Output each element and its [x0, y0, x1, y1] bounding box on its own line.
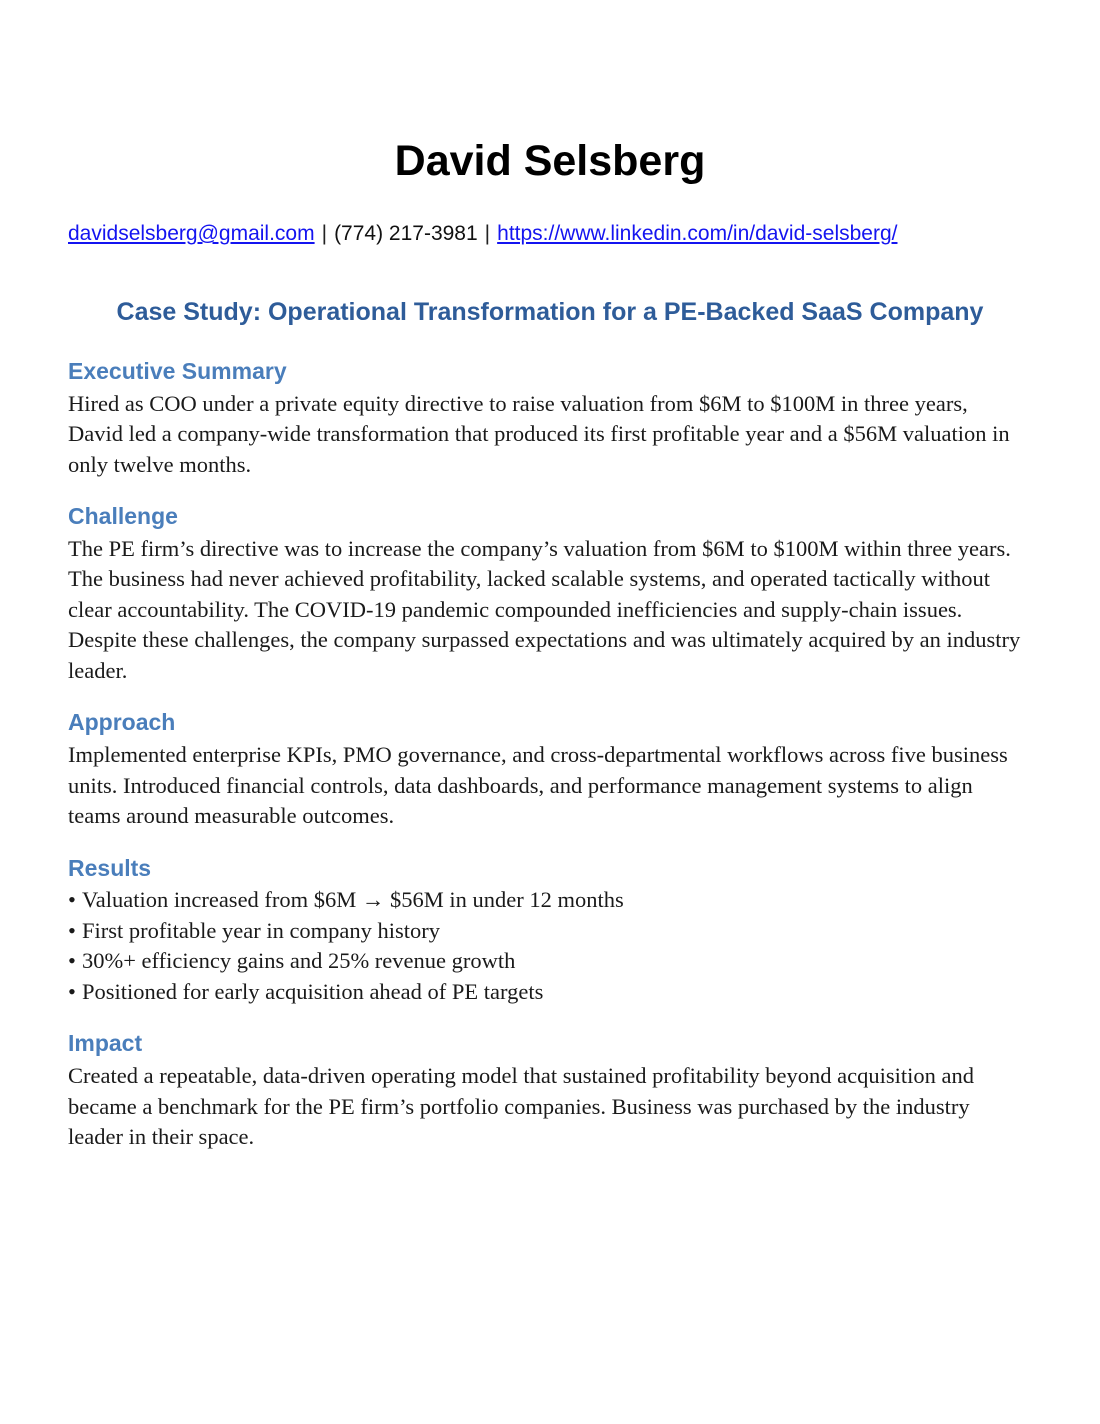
section-heading-results: Results — [68, 854, 152, 881]
phone-number: (774) 217-3981 — [334, 222, 478, 245]
bullet-dot-icon: • — [68, 887, 76, 913]
bullet-dot-icon: • — [68, 978, 76, 1004]
section-heading-impact: Impact — [68, 1030, 143, 1057]
linkedin-link[interactable]: https://www.linkedin.com/in/david-selsberg/ — [497, 222, 898, 245]
bullet-dot-icon: • — [68, 917, 76, 943]
section-body-impact: Created a repeatable, data-driven operating model that sustained profitability beyond acquisition and became a benchmark for the PE firm’s portfolio companies. Business was purchased by the industry leader in their space. — [68, 1063, 974, 1150]
list-item — [68, 977, 1032, 1008]
list-item-label: Positioned for early acquisition ahead of PE targets — [82, 978, 544, 1004]
section-impact — [68, 1007, 1032, 1152]
contact-separator-1: | — [321, 222, 328, 245]
section-body-executive-summary: Hired as COO under a private equity directive to raise valuation from $6M to $100M in three years, David led a company-wide transformation that produced its first profitable year and a $56M valuation in only twelve months. — [68, 390, 1010, 477]
list-item — [68, 946, 1032, 977]
list-item — [68, 885, 1032, 916]
contact-line — [68, 183, 1032, 245]
section-heading-approach: Approach — [68, 709, 176, 736]
contact-separator-2: | — [484, 222, 491, 245]
list-item-label: Valuation increased from $6M → $56M in under 12 months — [82, 887, 624, 913]
section-body-approach: Implemented enterprise KPIs, PMO governance, and cross-departmental workflows across five business units. Introduced financial controls, data dashboards, and performance management systems to align teams around measurable outcomes. — [68, 742, 1008, 829]
list-item-label: 30%+ efficiency gains and 25% revenue growth — [82, 948, 516, 974]
list-item-label: First profitable year in company history — [82, 917, 441, 943]
section-heading-executive-summary: Executive Summary — [68, 357, 287, 384]
section-body-challenge: The PE firm’s directive was to increase the company’s valuation from $6M to $100M within three years. The business had never achieved profitability, lacked scalable systems, and operated tactically without clear accountability. The COVID-19 pandemic compounded inefficiencies and supply-chain issues. Despite these challenges, the company surpassed expectations and was ultimately acquired by an industry leader. — [68, 535, 1021, 683]
section-executive-summary — [68, 327, 1032, 480]
list-item — [68, 916, 1032, 947]
section-heading-challenge: Challenge — [68, 503, 178, 530]
case-study-title: Case Study: Operational Transformation for a PE-Backed SaaS Company — [116, 298, 984, 327]
section-results — [68, 832, 1032, 1008]
bullet-dot-icon: • — [68, 948, 76, 974]
results-bullet-list — [68, 885, 1032, 1007]
page-title: David Selsberg — [394, 137, 706, 185]
section-challenge — [68, 480, 1032, 686]
section-approach — [68, 686, 1032, 831]
email-link[interactable]: davidselsberg@gmail.com — [68, 222, 315, 245]
